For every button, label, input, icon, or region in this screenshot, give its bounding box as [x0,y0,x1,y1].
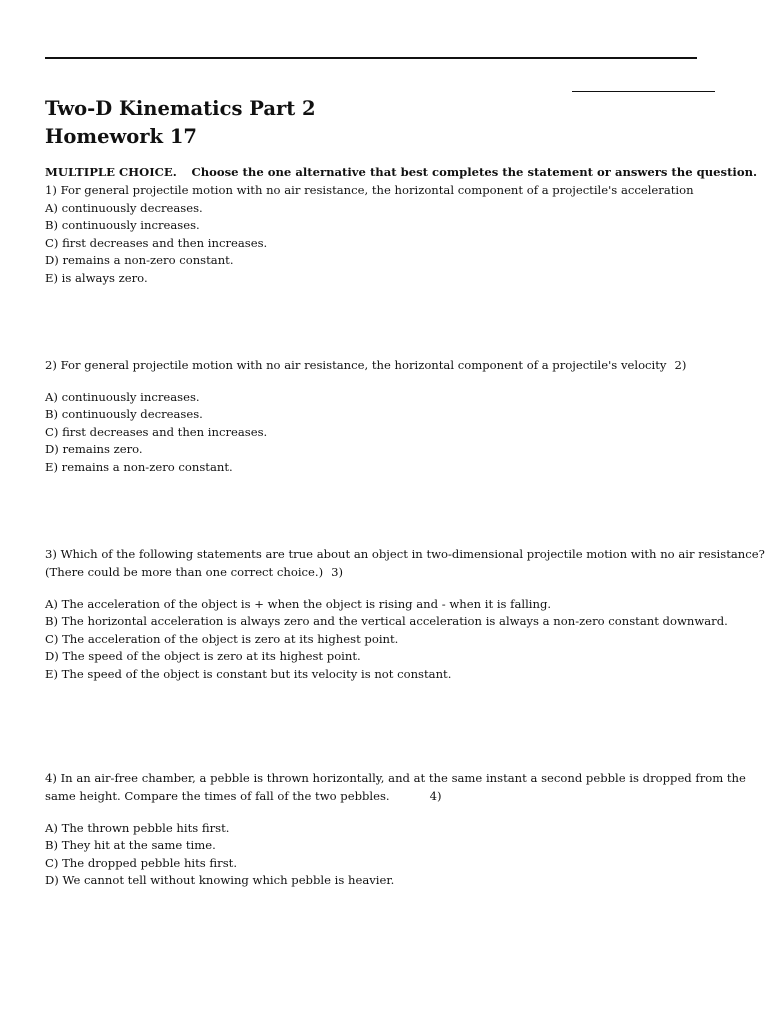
question-3-margin-number: 3) [331,565,344,579]
question-4-margin-number: 4) [429,789,442,803]
question-3-choice-d: D) The speed of the object is zero at its highest point. [45,649,361,663]
question-1-choice-b: B) continuously increases. [45,218,200,232]
question-4-choice-a: A) The thrown pebble hits first. [45,821,230,835]
instructions-label: MULTIPLE CHOICE. [45,165,177,179]
header-rule [45,57,697,59]
question-2-stem-line [45,357,686,375]
question-1-choice-a: A) continuously decreases. [45,201,203,215]
question-2-stem: 2) For general projectile motion with no air resistance, the horizontal component of a projectile's velocity [45,358,667,372]
instructions-text: Choose the one alternative that best completes the statement or answers the question. [191,165,758,179]
question-2-choice-e: E) remains a non-zero constant. [45,460,233,474]
question-1-choice-e: E) is always zero. [45,271,148,285]
question-3-stem: (There could be more than one correct choice.) [45,565,324,579]
question-3-choice-b: B) The horizontal acceleration is always zero and the vertical acceleration is always a non-zero constant downward. [45,614,728,628]
question-3-choice-a: A) The acceleration of the object is + when the object is rising and - when it is falling. [45,597,552,611]
instructions [45,164,757,182]
question-4-stem-line-1: 4) In an air-free chamber, a pebble is thrown horizontally, and at the same instant a second pebble is dropped from the [45,771,746,785]
page-title: Two-D Kinematics Part 2 [45,97,316,120]
question-3-stem-line-2 [45,564,343,582]
question-1-choice-d: D) remains a non-zero constant. [45,253,234,267]
question-2-choice-d: D) remains zero. [45,442,143,456]
question-2-choice-a: A) continuously increases. [45,390,200,404]
question-4-choice-d: D) We cannot tell without knowing which pebble is heavier. [45,873,395,887]
question-1-stem: 1) For general projectile motion with no air resistance, the horizontal component of a projectile's acceleration [45,183,694,197]
question-3-stem-line-1: 3) Which of the following statements are true about an object in two-dimensional projectile motion with no air resistance? [45,547,765,561]
homework-number: Homework 17 [45,125,197,148]
question-4-choice-b: B) They hit at the same time. [45,838,216,852]
question-2-margin-number: 2) [674,358,687,372]
name-blank-line [572,91,715,92]
question-4-stem-line-2 [45,788,442,806]
question-4-choice-c: C) The dropped pebble hits first. [45,856,237,870]
question-2-choice-c: C) first decreases and then increases. [45,425,268,439]
question-1-choice-c: C) first decreases and then increases. [45,236,268,250]
question-4-stem: same height. Compare the times of fall of the two pebbles. [45,789,390,803]
question-2-choice-b: B) continuously decreases. [45,407,203,421]
question-3-choice-c: C) The acceleration of the object is zero at its highest point. [45,632,399,646]
question-3-choice-e: E) The speed of the object is constant but its velocity is not constant. [45,667,452,681]
